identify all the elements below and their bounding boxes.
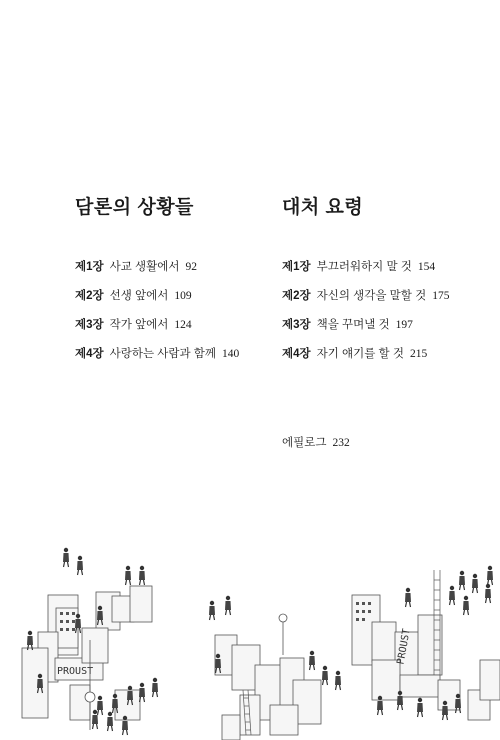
toc-entry[interactable] <box>282 258 449 287</box>
chapter-number: 제2장 <box>282 290 311 302</box>
toc-entry[interactable] <box>75 345 239 374</box>
epilogue-label: 에필로그 <box>282 437 327 449</box>
chapter-page: 175 <box>432 290 450 302</box>
chapter-page: 215 <box>409 348 428 360</box>
chapter-title: 책을 꾸며낼 것 <box>316 319 390 331</box>
chapter-number: 제2장 <box>75 290 104 302</box>
toc-entry[interactable] <box>282 316 449 345</box>
chapter-title: 자신의 생각을 말할 것 <box>316 290 427 302</box>
chapter-number: 제4장 <box>282 348 311 360</box>
book-spine-text: PROUST <box>395 627 413 666</box>
section-title-left: 담론의 상황들 <box>75 197 194 218</box>
chapter-number: 제3장 <box>282 319 311 331</box>
chapter-number: 제1장 <box>75 261 104 273</box>
chapter-page: 124 <box>174 319 192 331</box>
toc-list-left <box>75 258 239 374</box>
toc-entry[interactable] <box>282 345 449 374</box>
chapter-number: 제1장 <box>282 261 311 273</box>
buildings-middle <box>215 635 321 740</box>
chapter-title: 자기 얘기를 할 것 <box>316 348 404 360</box>
chapter-page: 197 <box>395 319 413 331</box>
city-illustration <box>0 540 500 740</box>
epilogue-page: 232 <box>332 437 350 449</box>
chapter-page: 154 <box>417 261 436 273</box>
chapter-page: 140 <box>222 348 240 360</box>
chapter-number: 제3장 <box>75 319 104 331</box>
windows-left <box>60 612 75 631</box>
toc-entry[interactable] <box>75 258 239 287</box>
chapter-title: 선생 앞에서 <box>109 290 169 302</box>
chapter-title: 사교 생활에서 <box>109 261 180 273</box>
chapter-title: 부끄러워하지 말 것 <box>316 261 412 273</box>
chapter-page: 92 <box>185 261 197 273</box>
chapter-title: 작가 앞에서 <box>109 319 169 331</box>
toc-entry[interactable] <box>75 316 239 345</box>
right-section <box>282 196 449 374</box>
chapter-number: 제4장 <box>75 348 104 360</box>
chapter-page: 109 <box>174 290 192 302</box>
book-spine-text: PROUST <box>57 666 94 677</box>
section-title-right: 대처 요령 <box>282 197 364 218</box>
buildings-right <box>352 595 500 720</box>
left-section <box>75 196 239 374</box>
toc-list-right <box>282 258 449 374</box>
toc-entry-epilogue[interactable] <box>282 434 350 452</box>
toc-entry[interactable] <box>282 287 449 316</box>
chapter-title: 사랑하는 사람과 함께 <box>109 348 216 360</box>
toc-entry[interactable] <box>75 287 239 316</box>
